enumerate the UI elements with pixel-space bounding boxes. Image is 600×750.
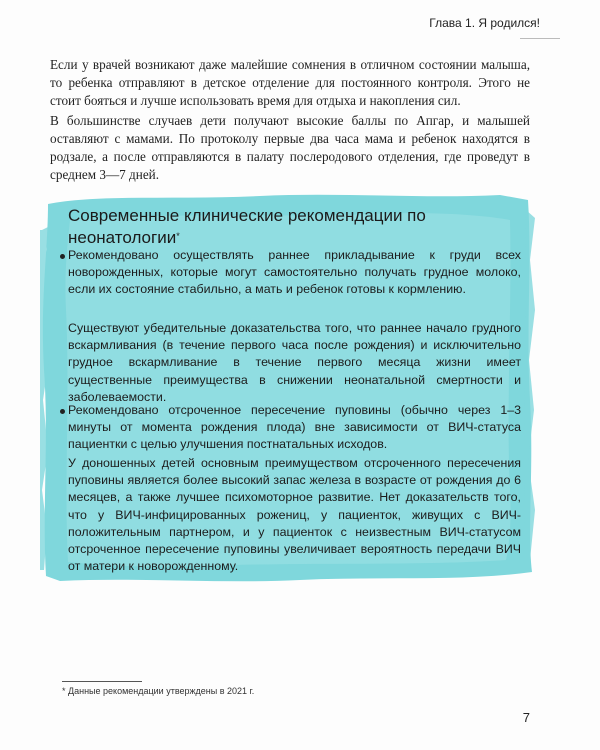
recommendation-1-detail: Существуют убедительные доказательства того, что раннее начало грудного вскармливания (в течение первого часа после рождения) и исключительно грудное вскармливание в течение первого месяца жизни имеет существенные преимущества в снижении неонатальной смертности и заболеваемости. bbox=[68, 321, 521, 404]
recommendation-2: Рекомендовано отсроченное пересечение пуповины (обычно через 1–3 минуты от момента рождения плода) вне зависимости от ВИЧ-статуса пациентки с целью улучшения постнатальных исходов. bbox=[68, 403, 521, 452]
box-title: Современные клинические рекомендации по неонатологии* bbox=[68, 206, 426, 247]
recommendation-1: Рекомендовано осуществлять раннее прикладывание к груди всех новорожденных, которые могут самостоятельно получать грудное молоко, если их состояние стабильно, а мать и ребенок готовы к кормлению. bbox=[68, 248, 521, 297]
bullet-icon bbox=[60, 409, 65, 414]
footnote: * Данные рекомендации утверждены в 2021 г. bbox=[62, 686, 255, 696]
footnote-rule bbox=[62, 681, 142, 682]
recommendation-2-detail: У доношенных детей основным преимуществом отсроченного пересечения пуповины является более высокий запас железа в возрасте от рождения до 6 месяцев, а также лучшее психомоторное развитие. Нет доказательств того, что у ВИЧ-инфицированных рожениц, у пациенток, живущих с ВИЧ-положительным партнером, и у пациенток с неизвестным ВИЧ-статусом отсроченное пересечение пуповины увеличивает вероятность передачи ВИЧ от матери к новорожденному. bbox=[68, 456, 521, 574]
body-paragraph-1: Если у врачей возникают даже малейшие сомнения в отличном состоянии малыша, то ребенка отправляют в детское отделение для постоянного контроля. Этого не стоит бояться и лучше использовать время для отдыха и накопления сил. bbox=[50, 57, 530, 108]
page-number: 7 bbox=[522, 710, 530, 725]
running-header: Глава 1. Я родился! bbox=[429, 16, 540, 30]
bullet-icon bbox=[60, 254, 65, 259]
header-rule bbox=[520, 38, 560, 39]
body-paragraph-2: В большинстве случаев дети получают высокие баллы по Апгар, и малышей оставляют с мамами. По протоколу первые два часа мама и ребенок находятся в родзале, а после отправляются в палату послеродового отделения, где проведут в среднем 3—7 дней. bbox=[50, 113, 530, 182]
footnote-mark: * bbox=[176, 231, 180, 241]
